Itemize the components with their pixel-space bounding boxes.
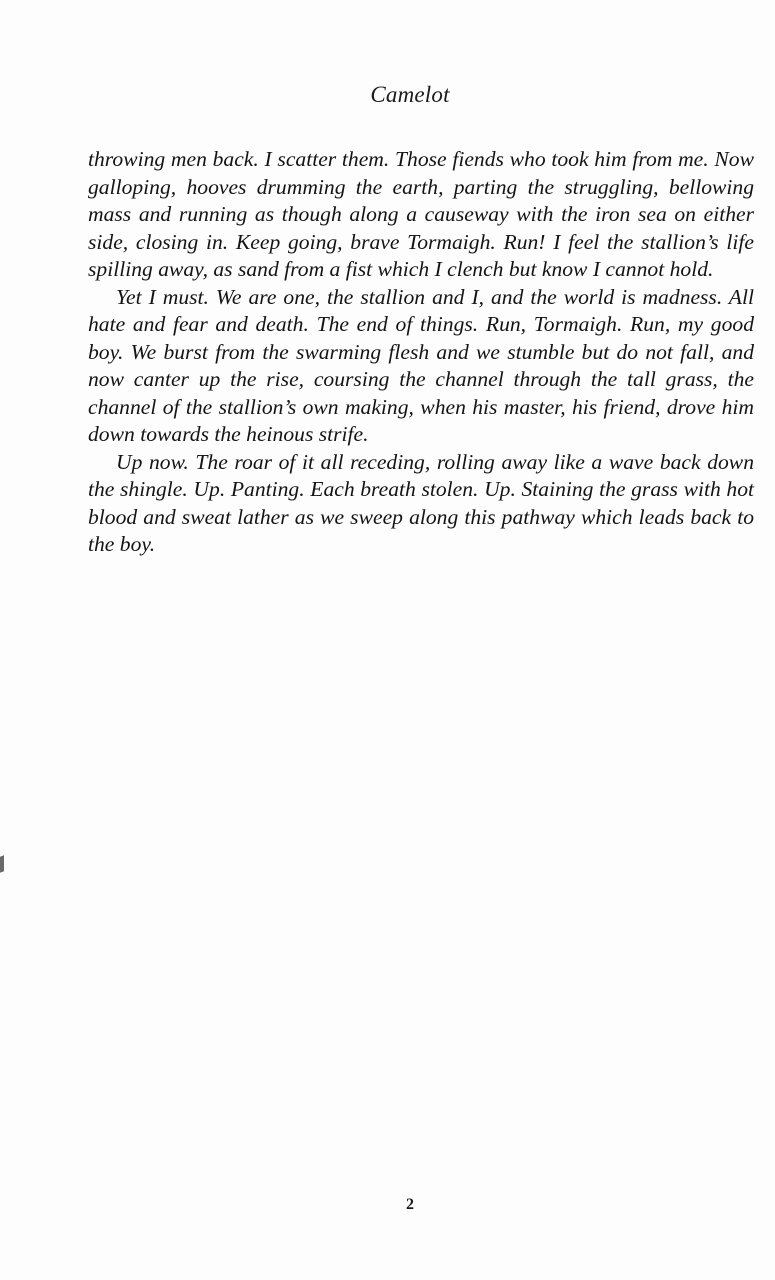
paragraph: Yet I must. We are one, the stallion and I, and the world is madness. All hate and fear and death. The end of things. Run, Tormaigh. Run, my good boy. We burst from the swarming flesh and we stumble but do not fall, and now canter up the rise, coursing the channel through the tall grass, the channel of the stallion’s own making, when his master, his friend, drove him down towards the heinous strife. [88,284,754,446]
running-head: Camelot [370,82,450,107]
page-edge-mark [0,855,4,872]
paragraph: throwing men back. I scatter them. Those fiends who took him from me. Now galloping, hooves drumming the earth, parting the struggling, bellowing mass and running as though along a causeway with the iron sea on either side, closing in. Keep going, brave Tormaigh. Run! I feel the stallion’s life spilling away, as sand from a fist which I clench but know I cannot hold. [88,147,754,281]
page-number: 2 [406,1196,414,1213]
paragraph: Up now. The roar of it all receding, rolling away like a wave back down the shingle. Up. Panting. Each breath stolen. Up. Staining the grass with hot blood and sweat lather as we sweep along this pathway which leads back to the boy. [88,449,754,556]
body-text [88,146,754,559]
